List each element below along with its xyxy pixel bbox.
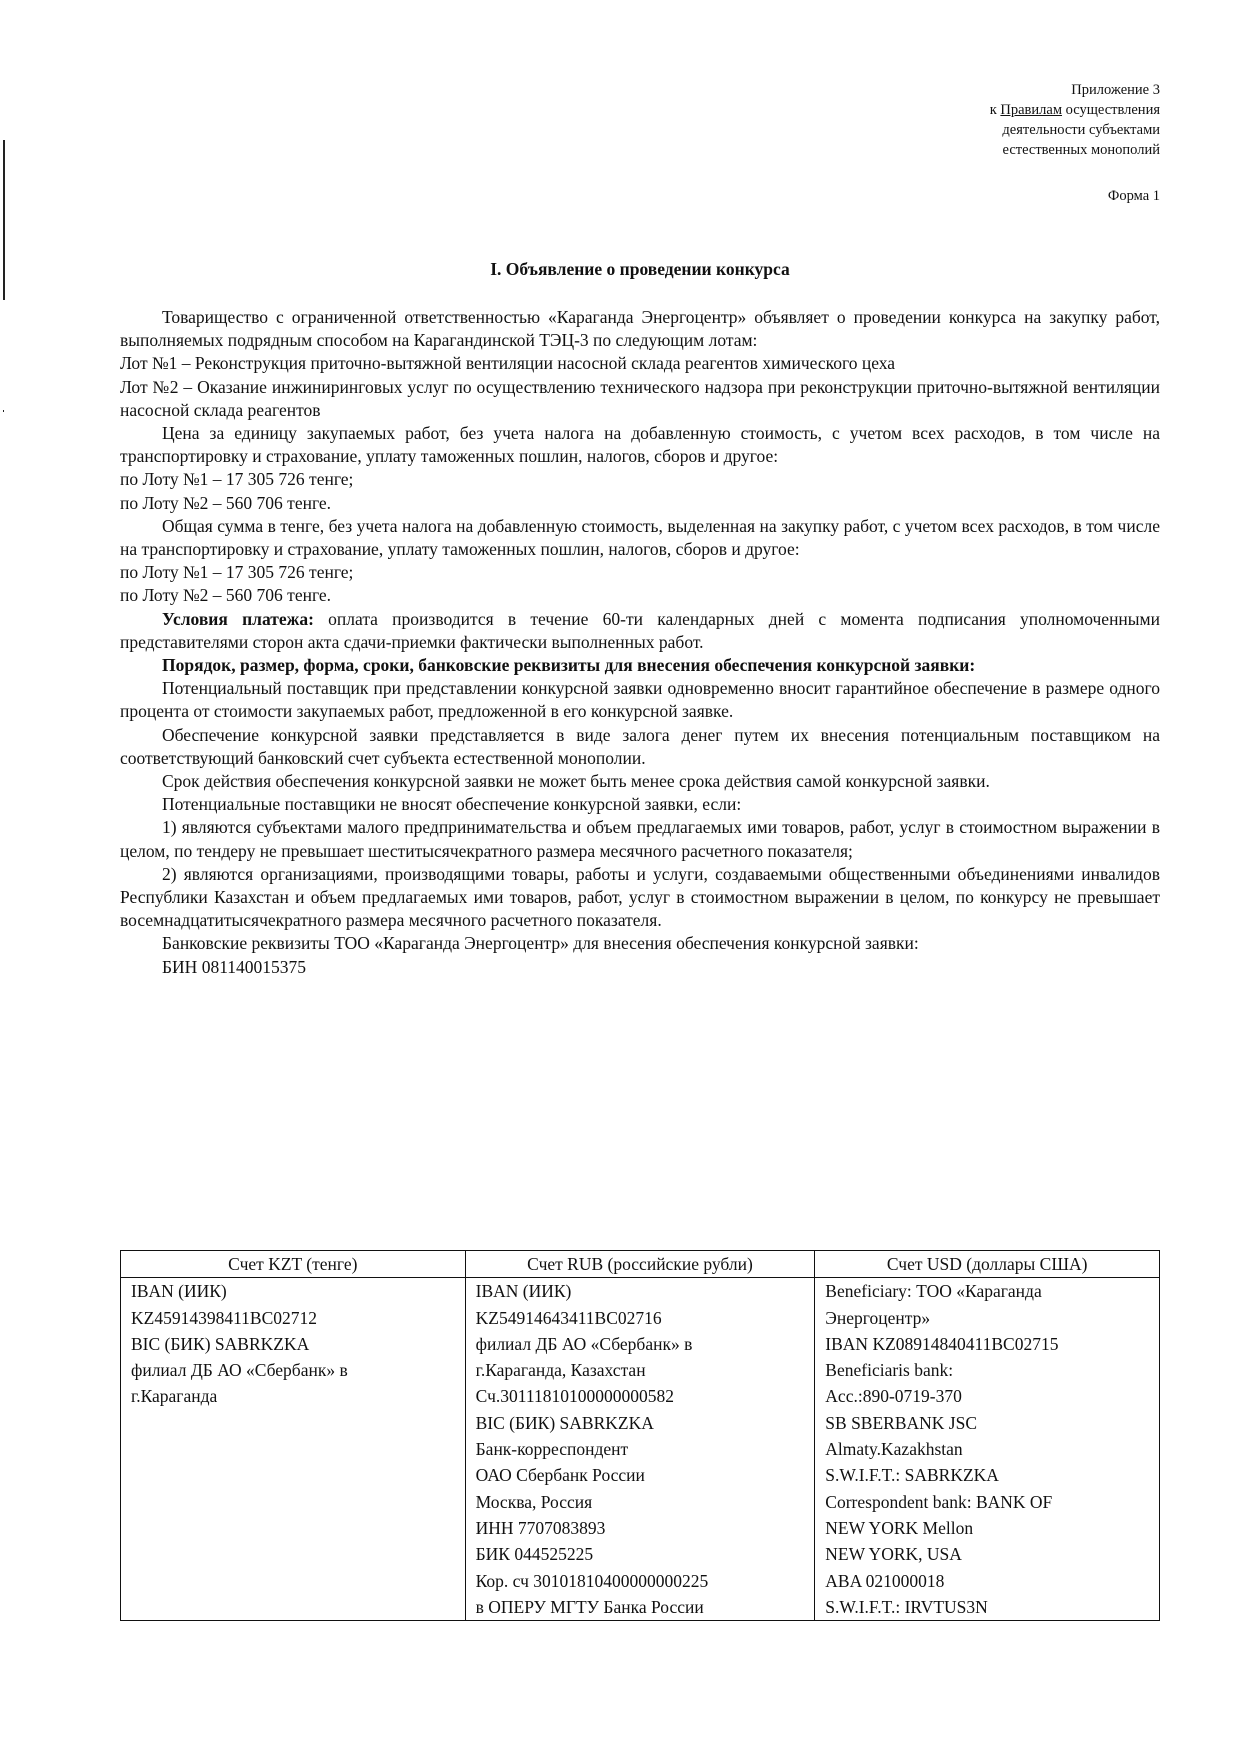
exemption-item-1: 1) являются субъектами малого предпринимательства и объем предлагаемых ими товаров, работ, услуг в стоимостном выражении в целом, по тендеру не превышает шеститысячекратного размера месячного расчетного показателя; bbox=[120, 817, 1160, 861]
rub-line: в ОПЕРУ МГТУ Банка России bbox=[475, 1596, 704, 1617]
kzt-line: BIC (БИК) SABRKZKA bbox=[131, 1333, 310, 1354]
document-title: I. Объявление о проведении конкурса bbox=[490, 259, 790, 279]
kzt-line: г.Караганда bbox=[131, 1386, 218, 1407]
usd-line: Acc.:890-0719-370 bbox=[825, 1386, 962, 1407]
usd-line: Correspondent bank: BANK OF bbox=[825, 1491, 1053, 1512]
table-header-row bbox=[121, 1251, 1160, 1278]
rub-line: KZ54914643411BC02716 bbox=[475, 1307, 662, 1328]
kzt-account-cell bbox=[121, 1278, 466, 1621]
security-heading bbox=[120, 654, 1160, 677]
usd-line: SB SBERBANK JSC bbox=[825, 1412, 978, 1433]
security-paragraph-1: Потенциальный поставщик при представлении конкурсной заявки одновременно вносит гарантийное обеспечение в размере одного процента от стоимости закупаемых работ, предложенной в его конкурсной заявке. bbox=[120, 678, 1160, 722]
payment-terms bbox=[120, 608, 1160, 654]
payment-text: оплата производится в течение 60-ти календарных дней с момента подписания уполномоченными представителями сторон акта сдачи-приемки фактически выполненных работ. bbox=[120, 608, 1160, 652]
bank-details-intro: Банковские реквизиты ТОО «Караганда Энергоцентр» для внесения обеспечения конкурсной заявки: bbox=[162, 933, 919, 954]
security-heading-text: Порядок, размер, форма, сроки, банковские реквизиты для внесения обеспечения конкурсной заявки: bbox=[162, 655, 976, 676]
usd-line: NEW YORK, USA bbox=[825, 1544, 962, 1565]
appendix-line: Приложение 3 bbox=[1071, 82, 1160, 98]
unit-price-paragraph: Цена за единицу закупаемых работ, без учета налога на добавленную стоимость, с учетом всех расходов, в том числе на транспортировку и страхование, уплату таможенных пошлин, налогов, сборов и другое: bbox=[120, 423, 1160, 467]
rub-line: Банк-корреспондент bbox=[475, 1439, 629, 1460]
usd-line: NEW YORK Mellon bbox=[825, 1517, 974, 1538]
scan-mark bbox=[3, 140, 5, 300]
kzt-line: IBAN (ИИК) bbox=[131, 1281, 227, 1302]
rub-line: IBAN (ИИК) bbox=[475, 1281, 572, 1302]
usd-line: Beneficiary: ТОО «Караганда bbox=[825, 1281, 1042, 1302]
rub-account-cell bbox=[465, 1278, 815, 1621]
unit-price-lot-1: по Лоту №1 – 17 305 726 тенге; bbox=[120, 469, 354, 490]
rub-line: BIC (БИК) SABRKZKA bbox=[475, 1412, 654, 1433]
usd-line: Almaty.Kazakhstan bbox=[825, 1439, 963, 1460]
usd-line: S.W.I.F.T.: IRVTUS3N bbox=[825, 1596, 988, 1617]
usd-line: ABA 021000018 bbox=[825, 1570, 945, 1591]
column-header-usd: Счет USD (доллары США) bbox=[815, 1251, 1160, 1278]
exemption-item-2: 2) являются организациями, производящими товары, работы и услуги, создаваемыми общественными объединениями инвалидов Республики Казахстан и объем предлагаемых ими товаров, работ, услуг в стоимостном выражении в целом, по конкурсу не превышает восемнадцатитысячекратного размера месячного расчетного показателя. bbox=[120, 863, 1160, 931]
exemption-intro: Потенциальные поставщики не вносят обеспечение конкурсной заявки, если: bbox=[162, 794, 742, 815]
bin-number: БИН 081140015375 bbox=[162, 956, 307, 977]
table-row bbox=[121, 1278, 1160, 1621]
intro-paragraph: Товарищество с ограниченной ответственностью «Караганда Энергоцентр» объявляет о проведении конкурса на закупку работ, выполняемых подрядным способом на Карагандинской ТЭЦ-3 по следующим лотам: bbox=[120, 307, 1160, 351]
bank-details-table bbox=[120, 1250, 1160, 1621]
payment-label: Условия платежа: bbox=[162, 608, 314, 629]
document-body bbox=[120, 306, 1160, 979]
usd-account-cell bbox=[815, 1278, 1160, 1621]
unit-price-lot-2: по Лоту №2 – 560 706 тенге. bbox=[120, 492, 332, 513]
column-header-kzt: Счет KZT (тенге) bbox=[121, 1251, 466, 1278]
rub-line: ИНН 7707083893 bbox=[475, 1517, 606, 1538]
appendix-prefix: к bbox=[989, 102, 1001, 118]
scan-mark bbox=[3, 410, 4, 412]
form-number: Форма 1 bbox=[1107, 188, 1160, 204]
total-lot-1: по Лоту №1 – 17 305 726 тенге; bbox=[120, 562, 354, 583]
security-paragraph-2: Обеспечение конкурсной заявки представляется в виде залога денег путем их внесения потенциальным поставщиком на соответствующий банковский счет субъекта естественной монополии. bbox=[120, 724, 1160, 768]
lot-2: Лот №2 – Оказание инжиниринговых услуг по осуществлению технического надзора при реконструкции приточно-вытяжной вентиляции насосной склада реагентов bbox=[120, 376, 1160, 420]
rub-line: БИК 044525225 bbox=[475, 1544, 594, 1565]
rub-line: Москва, Россия bbox=[475, 1491, 593, 1512]
appendix-suffix: осуществления bbox=[1062, 102, 1160, 118]
appendix-line: деятельности субъектами bbox=[1002, 122, 1160, 138]
rules-link[interactable]: Правилам bbox=[1000, 102, 1063, 118]
usd-line: S.W.I.F.T.: SABRKZKA bbox=[825, 1465, 999, 1486]
rub-line: филиал ДБ АО «Сбербанк» в bbox=[475, 1333, 693, 1354]
usd-line: Энергоцентр» bbox=[825, 1307, 931, 1328]
kzt-line: KZ45914398411BC02712 bbox=[131, 1307, 318, 1328]
usd-line: Beneficiaris bank: bbox=[825, 1360, 954, 1381]
rub-line: ОАО Сбербанк России bbox=[475, 1465, 645, 1486]
lot-1: Лот №1 – Реконструкция приточно-вытяжной вентиляции насосной склада реагентов химического цеха bbox=[120, 353, 896, 374]
rub-line: Кор. сч 30101810400000000225 bbox=[475, 1570, 709, 1591]
appendix-note bbox=[840, 80, 1160, 160]
rub-line: г.Караганда, Казахстан bbox=[475, 1360, 646, 1381]
column-header-rub: Счет RUB (российские рубли) bbox=[465, 1251, 815, 1278]
kzt-line: филиал ДБ АО «Сбербанк» в bbox=[131, 1360, 348, 1381]
total-sum-paragraph: Общая сумма в тенге, без учета налога на добавленную стоимость, выделенная на закупку работ, с учетом всех расходов, в том числе на транспортировку и страхование, уплату таможенных пошлин, налогов, сборов и другое: bbox=[120, 515, 1160, 560]
appendix-line: естественных монополий bbox=[1002, 142, 1160, 158]
usd-line: IBAN KZ08914840411BC02715 bbox=[825, 1333, 1059, 1354]
appendix-line bbox=[840, 100, 1160, 120]
rub-line: Сч.30111810100000000582 bbox=[475, 1386, 674, 1407]
total-lot-2: по Лоту №2 – 560 706 тенге. bbox=[120, 585, 332, 606]
security-paragraph-3: Срок действия обеспечения конкурсной заявки не может быть менее срока действия самой конкурсной заявки. bbox=[162, 771, 990, 792]
